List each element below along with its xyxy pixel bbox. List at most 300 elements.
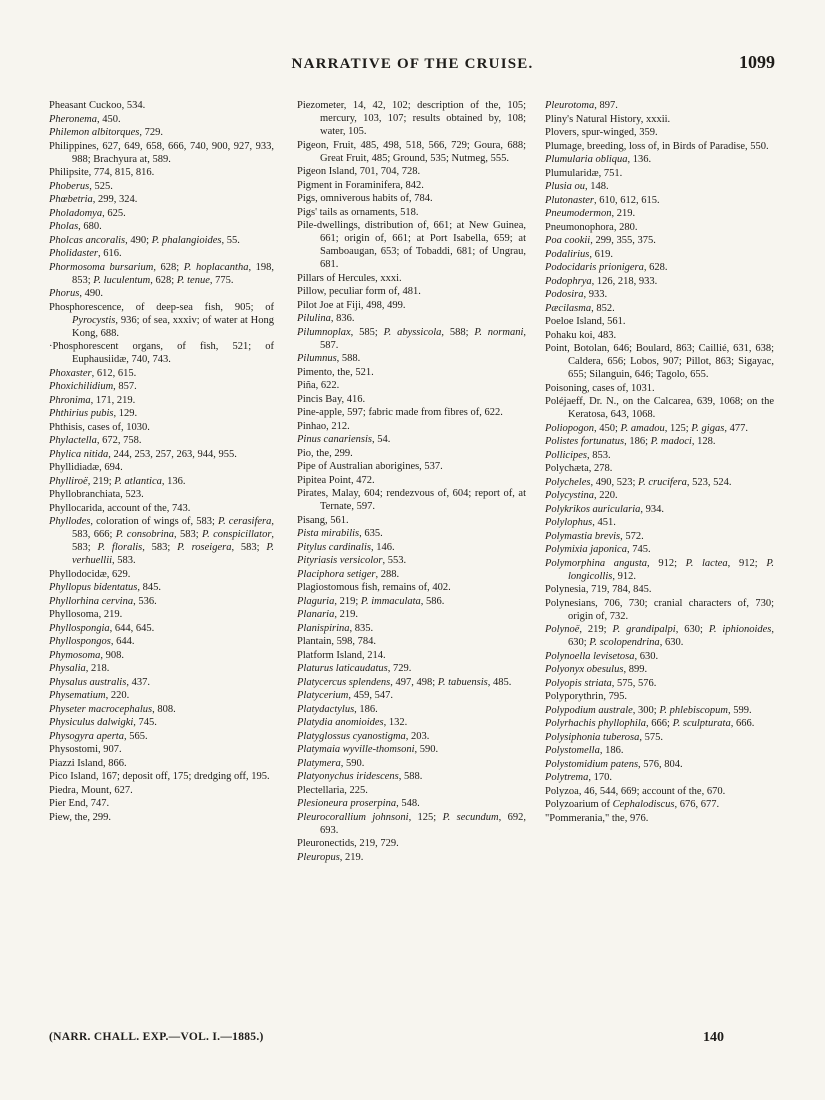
entry-text: Pigeon Island, 701, 704, 728. — [297, 166, 421, 177]
entry-text: , 775. — [209, 274, 234, 286]
index-entry — [297, 99, 526, 138]
entry-text: , 300; — [632, 704, 660, 716]
index-entry — [545, 422, 774, 435]
entry-text: , 129. — [113, 408, 138, 419]
entry-text: Phthisis, cases of, 1030. — [49, 421, 150, 433]
entry-text: , 672, 758. — [96, 435, 142, 446]
entry-text: , 630; — [568, 624, 775, 648]
entry-italic-text: Pilumnoplax — [297, 326, 351, 338]
entry-text: Philippines, 627, 649, 658, 666, 740, 900, 927, 933, 988; Brachyura at, 589. — [49, 140, 274, 165]
index-entry — [49, 581, 274, 594]
index-entry — [545, 261, 774, 274]
index-entry — [297, 730, 526, 743]
entry-italic-text: Poliopogon — [545, 422, 594, 434]
entry-text: Phyllocarida, account of the, 743. — [49, 502, 191, 514]
entry-text: , 575, 576. — [611, 677, 657, 689]
entry-text: , 835. — [349, 622, 374, 634]
entry-text: , 936; of sea, xxxiv; of water at Hong Kong, 688. — [72, 314, 274, 339]
entry-italic-text: Platyonychus iridescens — [297, 771, 399, 782]
entry-italic-text: Phymosoma — [49, 649, 101, 661]
entry-italic-text: Phthirius pubis — [49, 408, 114, 419]
entry-text: , 897. — [594, 100, 618, 111]
entry-italic-text: P. madoci — [650, 436, 692, 447]
entry-italic-text: P. floralis — [97, 542, 143, 553]
index-entry — [49, 166, 274, 179]
entry-text: , 630; — [675, 624, 709, 635]
entry-italic-text: Polystomella — [545, 745, 600, 756]
entry-text: , 857. — [113, 381, 137, 392]
index-entry — [49, 488, 274, 501]
entry-text: , 599. — [727, 704, 752, 716]
entry-text: , 219; — [334, 595, 361, 607]
entry-italic-text: P. immaculata — [360, 595, 421, 607]
entry-text: , 218. — [85, 663, 110, 674]
entry-text: Phyllobranchiata, 523. — [49, 489, 144, 500]
index-entry — [545, 758, 774, 771]
entry-italic-text: Polytrema — [545, 772, 589, 783]
entry-text: Physostomi, 907. — [49, 744, 122, 755]
entry-text: Plovers, spur-winged, 359. — [545, 127, 658, 138]
index-entry — [545, 395, 774, 421]
index-entry — [297, 219, 526, 271]
index-entry — [545, 153, 774, 166]
index-entry — [49, 140, 274, 166]
index-entry — [297, 608, 526, 621]
entry-text: Pigs' tails as ornaments, 518. — [297, 206, 419, 218]
entry-italic-text: P. normani — [474, 326, 524, 338]
index-entry — [49, 247, 274, 260]
entry-italic-text: Polystomidium patens — [545, 758, 639, 770]
index-entry — [545, 435, 774, 448]
entry-italic-text: Polymastia brevis — [545, 530, 621, 542]
entry-text: Pincis Bay, 416. — [297, 393, 366, 405]
entry-italic-text: P. longicollis — [568, 557, 774, 582]
entry-italic-text: Platyglossus cyanostigma — [297, 730, 406, 742]
entry-italic-text: P. conspicillator — [202, 529, 272, 540]
entry-text: , 808. — [152, 703, 176, 715]
entry-text: , 523, 524. — [686, 476, 732, 488]
entry-text: , 628; — [153, 261, 184, 273]
index-entry — [297, 554, 526, 567]
index-entry — [297, 770, 526, 783]
entry-italic-text: Pityriasis versicolor — [297, 555, 383, 566]
entry-text: , 186; — [624, 436, 651, 447]
entry-italic-text: Polynoella levisetosa — [545, 650, 635, 662]
index-entry — [49, 301, 274, 340]
index-entry — [545, 583, 774, 596]
index-entry — [545, 140, 774, 153]
entry-text: Polyzoarium of — [545, 799, 613, 810]
entry-text: Pigeon, Fruit, 485, 498, 518, 566, 729; Goura, 688; Great Fruit, 485; Ground, 535; Nutmeg, 555. — [297, 139, 526, 164]
index-entry — [49, 622, 274, 635]
entry-text: , 220. — [105, 690, 130, 701]
entry-text: , 583. — [112, 555, 136, 566]
index-entry — [49, 193, 274, 206]
index-entry — [49, 515, 274, 567]
index-column-1 — [49, 99, 274, 824]
entry-italic-text: Pholidaster — [49, 248, 98, 259]
signature-mark: 140 — [703, 1030, 724, 1045]
entry-text: , 490. — [79, 288, 103, 299]
entry-italic-text: Physalus australis — [49, 676, 127, 688]
entry-text: Point, Botolan, 646; Boulard, 863; Caillié, 631, 638; Caldera, 656; Lobos, 907; Pillot, 863; Sigayac, 655; Silanguin, 646; Tagolo, 655. — [545, 343, 774, 380]
index-entry — [545, 503, 774, 516]
entry-text: , 477. — [724, 422, 748, 434]
index-entry — [545, 382, 774, 395]
entry-text: , coloration of wings of, 583; — [90, 516, 219, 527]
entry-text: , 219. — [334, 609, 358, 620]
entry-text: , 186. — [599, 745, 624, 756]
entry-italic-text: P. cerasifera — [218, 516, 272, 527]
entry-text: , 553. — [382, 555, 407, 566]
entry-italic-text: Phoberus — [49, 180, 90, 192]
index-entry — [545, 99, 774, 112]
entry-italic-text: Phyllospongia — [49, 622, 110, 634]
entry-italic-text: Polycheles — [545, 476, 591, 488]
entry-italic-text: Physalia — [49, 663, 86, 674]
entry-italic-text: Pitylus cardinalis — [297, 541, 371, 553]
entry-text: Pine-apple, 597; fabric made from fibres of, 622. — [297, 407, 503, 418]
index-entry — [545, 167, 774, 180]
entry-text: , 299, 355, 375. — [590, 235, 656, 246]
entry-italic-text: P. luculentum — [93, 274, 151, 286]
entry-text: Polyzoa, 46, 544, 669; account of the, 670. — [545, 785, 726, 797]
index-entry — [545, 476, 774, 489]
entry-text: , 54. — [371, 434, 391, 445]
entry-text: Polynesia, 719, 784, 845. — [545, 584, 652, 595]
entry-italic-text: P. tabuensis — [437, 676, 488, 688]
index-entry — [297, 192, 526, 205]
entry-text: Plagiostomous fish, remains of, 402. — [297, 582, 451, 593]
index-entry — [49, 113, 274, 126]
entry-text: , 745. — [133, 717, 157, 728]
index-entry — [49, 475, 274, 488]
entry-text: Pilot Joe at Fiji, 498, 499. — [297, 299, 406, 311]
entry-text: Poeloe Island, 561. — [545, 316, 626, 327]
entry-italic-text: Platurus laticaudatus — [297, 663, 388, 674]
entry-text: Platform Island, 214. — [297, 649, 386, 661]
page-title: NARRATIVE OF THE CRUISE. — [291, 56, 534, 72]
index-entry — [297, 165, 526, 178]
entry-text: , 219. — [611, 208, 636, 219]
index-entry — [297, 406, 526, 419]
entry-italic-text: Pyrocystis — [72, 314, 116, 326]
entry-text: , 612, 615. — [91, 367, 137, 379]
index-entry — [297, 487, 526, 513]
entry-text: , 590. — [414, 744, 439, 755]
entry-text: Pillow, peculiar form of, 481. — [297, 286, 421, 297]
entry-text: , 220. — [593, 490, 618, 501]
index-entry — [545, 302, 774, 315]
index-entry — [297, 179, 526, 192]
index-entry — [545, 744, 774, 757]
entry-text: , 536. — [133, 595, 157, 607]
entry-text: Pisang, 561. — [297, 514, 349, 526]
entry-text: , 610, 612, 615. — [594, 194, 660, 206]
index-entry — [297, 595, 526, 608]
entry-text: Pile-dwellings, distribution of, 661; at New Guinea, 661; origin of, 661; at Port Isabella, 659; at Samboaugan, 653; of Tobaddi, 681; of Ungrau, 681. — [297, 220, 526, 270]
entry-text: Pheasant Cuckoo, 534. — [49, 100, 146, 111]
entry-text: Pleuronectids, 219, 729. — [297, 838, 399, 849]
entry-text: , 676, 677. — [674, 799, 720, 810]
entry-text: , 692, 693. — [320, 811, 527, 836]
entry-italic-text: Platycercus splendens — [297, 676, 391, 688]
entry-text: , 497, 498; — [390, 676, 438, 688]
index-entry — [49, 434, 274, 447]
index-entry — [545, 248, 774, 261]
entry-text: , 585; — [350, 326, 384, 338]
entry-text: , 586. — [420, 595, 445, 607]
entry-text: , 575. — [639, 731, 664, 743]
index-entry — [545, 704, 774, 717]
entry-italic-text: Phormosoma bursarium — [49, 261, 154, 273]
entry-italic-text: Platymaia wyville-thomsoni — [297, 744, 415, 755]
entry-italic-text: Pæcilasma — [545, 302, 592, 314]
entry-italic-text: Cephalodiscus — [612, 799, 675, 810]
index-entry — [545, 543, 774, 556]
index-entry — [297, 514, 526, 527]
index-entry — [49, 649, 274, 662]
index-entry — [297, 299, 526, 312]
entry-text: , 146. — [370, 541, 395, 553]
entry-italic-text: Platydactylus — [297, 703, 355, 715]
entry-italic-text: Polyopis striata — [545, 677, 612, 689]
index-entry — [297, 366, 526, 379]
entry-italic-text: Philemon albitorques — [49, 127, 140, 138]
index-entry — [297, 326, 526, 352]
entry-text: Phosphorescence, of deep-sea fish, 905; of — [49, 301, 274, 313]
entry-italic-text: Polysiphonia tuberosa — [545, 731, 640, 743]
entry-text: , 845. — [137, 582, 161, 593]
entry-italic-text: Phyllorhina cervina — [49, 595, 134, 607]
index-entry — [297, 689, 526, 702]
entry-text: , 852. — [591, 302, 615, 314]
index-entry — [49, 635, 274, 648]
entry-text: Plumage, breeding, loss of, in Birds of Paradise, 550. — [545, 140, 769, 152]
entry-italic-text: P. consobrina — [115, 529, 175, 540]
entry-italic-text: Polykrikos auricularia — [545, 503, 641, 515]
index-entry — [297, 635, 526, 648]
entry-italic-text: P. sculpturata — [672, 718, 731, 729]
index-entry — [297, 757, 526, 770]
entry-italic-text: P. hoplacantha — [183, 261, 249, 273]
entry-text: , 729. — [387, 663, 412, 674]
entry-italic-text: Platycerium — [297, 690, 349, 701]
index-entry — [545, 623, 774, 649]
entry-italic-text: Plesioneura proserpina — [297, 798, 397, 809]
entry-text: Polyporythrin, 795. — [545, 691, 627, 702]
entry-italic-text: Phylactella — [49, 435, 97, 446]
index-entry — [49, 797, 274, 810]
entry-text: , 132. — [383, 717, 408, 728]
index-entry — [545, 690, 774, 703]
entry-text: , 912; — [727, 557, 767, 569]
entry-text: , 630. — [659, 637, 684, 648]
index-entry — [49, 367, 274, 380]
entry-text: , 619. — [589, 248, 613, 260]
index-entry — [545, 462, 774, 475]
entry-italic-text: P. atlantica — [114, 475, 162, 487]
entry-text: , 745. — [626, 544, 651, 555]
entry-text: Philipsite, 774, 815, 816. — [49, 167, 155, 178]
index-entry — [49, 811, 274, 824]
entry-text: , 588. — [336, 353, 361, 364]
index-entry — [49, 180, 274, 193]
index-entry — [49, 716, 274, 729]
index-entry — [49, 287, 274, 300]
index-entry — [545, 180, 774, 193]
index-entry — [545, 731, 774, 744]
index-entry — [545, 530, 774, 543]
entry-text: Pinhao, 212. — [297, 420, 350, 432]
entry-text: Pigment in Foraminifera, 842. — [297, 179, 424, 191]
index-entry — [297, 676, 526, 689]
index-entry — [545, 717, 774, 730]
index-entry — [545, 677, 774, 690]
entry-italic-text: P. phlebiscopum — [659, 704, 728, 716]
index-entry — [545, 288, 774, 301]
entry-italic-text: Physiculus dalwigki — [49, 717, 134, 728]
entry-text: Pigs, omniverous habits of, 784. — [297, 193, 433, 204]
entry-italic-text: P. grandipalpi — [612, 624, 676, 635]
entry-text: Pipe of Australian aborigines, 537. — [297, 461, 443, 472]
index-entry — [49, 394, 274, 407]
entry-italic-text: Pneumodermon — [545, 208, 612, 219]
index-entry — [545, 315, 774, 328]
index-entry — [545, 194, 774, 207]
entry-text: , 933. — [583, 289, 608, 300]
entry-italic-text: P. iphionoides — [708, 624, 772, 635]
index-entry — [49, 770, 274, 783]
index-entry — [545, 207, 774, 220]
entry-text: , 171, 219. — [90, 394, 136, 406]
index-entry — [545, 597, 774, 623]
entry-text: , 490, 523; — [590, 476, 639, 488]
entry-text: , 170. — [588, 772, 612, 783]
entry-text: , 666; — [646, 718, 673, 729]
index-entry — [49, 703, 274, 716]
entry-text: , 616. — [98, 248, 122, 259]
entry-text: , 198, 853; — [72, 261, 275, 286]
entry-italic-text: Pilulina — [297, 313, 331, 324]
entry-text: Polychæta, 278. — [545, 463, 613, 474]
index-entry — [297, 784, 526, 797]
index-entry — [49, 461, 274, 474]
entry-text: Piew, the, 299. — [49, 811, 112, 823]
entry-text: Pliny's Natural History, xxxii. — [545, 113, 671, 125]
entry-italic-text: Polyrhachis phyllophila — [545, 718, 647, 729]
index-entry — [49, 421, 274, 434]
entry-text: , 583; — [174, 529, 203, 540]
entry-italic-text: Polistes fortunatus — [545, 436, 625, 447]
entry-text: , 572. — [620, 530, 644, 542]
index-entry — [297, 703, 526, 716]
entry-italic-text: Pollicipes — [545, 449, 587, 461]
entry-text: Pillars of Hercules, xxxi. — [297, 272, 402, 284]
entry-italic-text: Phorus — [49, 288, 80, 299]
entry-italic-text: Podophrya — [545, 275, 592, 287]
entry-italic-text: Physematium — [49, 690, 106, 701]
entry-italic-text: Poa cookii — [545, 235, 591, 246]
entry-text: Phyllidiadæ, 694. — [49, 462, 123, 473]
index-entry — [297, 581, 526, 594]
entry-text: , 126, 218, 933. — [591, 275, 658, 287]
entry-text: , 853. — [587, 449, 611, 461]
entry-text: Piazzi Island, 866. — [49, 757, 127, 769]
entry-text: , 186. — [354, 703, 378, 715]
entry-text: , 588. — [398, 771, 423, 782]
entry-text: Pimento, the, 521. — [297, 366, 374, 378]
entry-italic-text: Plaguria — [297, 595, 335, 607]
entry-text: Phyllosoma, 219. — [49, 609, 123, 620]
index-entry — [297, 433, 526, 446]
entry-text: , 934. — [640, 503, 664, 515]
index-entry — [545, 489, 774, 502]
index-entry — [297, 312, 526, 325]
entry-text: , 588; — [441, 326, 475, 338]
index-entry — [49, 757, 274, 770]
index-entry — [545, 771, 774, 784]
index-entry — [545, 516, 774, 529]
entry-text: , 203. — [405, 730, 430, 742]
index-entry — [297, 285, 526, 298]
entry-text: , 576, 804. — [638, 758, 683, 770]
entry-text: , 587. — [320, 326, 527, 351]
index-entry — [297, 811, 526, 837]
entry-italic-text: Pheronema — [49, 113, 98, 125]
entry-italic-text: Polyonyx obesulus — [545, 664, 624, 675]
entry-text: , 628; — [150, 274, 177, 286]
index-entry — [49, 689, 274, 702]
entry-italic-text: P. tenue — [176, 274, 210, 286]
index-entry — [545, 449, 774, 462]
index-entry — [49, 730, 274, 743]
entry-text: , 666. — [730, 718, 755, 729]
index-entry — [297, 352, 526, 365]
index-entry — [545, 663, 774, 676]
entry-text: , 219. — [339, 851, 364, 863]
index-entry — [297, 743, 526, 756]
entry-text: , 219; — [579, 624, 613, 635]
entry-italic-text: Pista mirabilis — [297, 528, 360, 539]
page-number: 1099 — [739, 52, 775, 72]
entry-text: Poléjaeff, Dr. N., on the Calcarea, 639, 1068; on the Keratosa, 643, 1068. — [545, 396, 774, 420]
entry-text: "Pommerania," the, 976. — [545, 812, 649, 824]
entry-text: , 628. — [643, 262, 668, 273]
entry-text: , 729. — [139, 127, 163, 138]
index-entry — [297, 541, 526, 554]
entry-text: Pohaku koi, 483. — [545, 329, 617, 341]
entry-italic-text: Physogyra aperta — [49, 730, 124, 742]
entry-italic-text: Pholcas ancoralis — [49, 234, 126, 246]
entry-text: Pico Island, 167; deposit off, 175; dredging off, 195. — [49, 771, 270, 782]
index-entry — [49, 207, 274, 220]
entry-text: , 437. — [126, 676, 150, 688]
index-entry — [297, 447, 526, 460]
index-entry — [49, 662, 274, 675]
index-entry — [49, 407, 274, 420]
entry-italic-text: Polymixia japonica — [545, 544, 627, 555]
index-entry — [545, 342, 774, 381]
entry-text: , 583, 666; — [72, 516, 274, 540]
index-entry — [545, 126, 774, 139]
entry-text: , 450; — [594, 422, 621, 434]
entry-italic-text: Physeter macrocephalus — [49, 703, 153, 715]
entry-text: , 590. — [340, 757, 365, 769]
entry-text: , 583; — [142, 542, 178, 553]
entry-text: , 490; — [125, 234, 152, 246]
entry-italic-text: Pilumnus — [297, 353, 337, 364]
